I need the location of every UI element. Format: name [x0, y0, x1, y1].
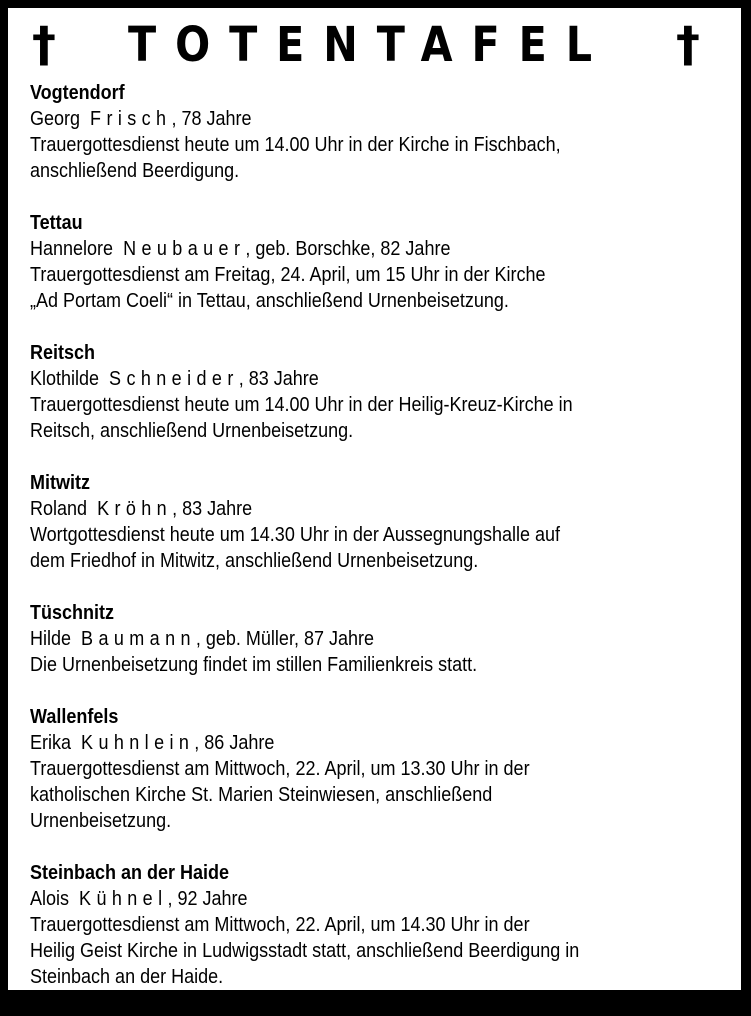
- place-name: Tettau: [30, 212, 83, 234]
- details: , 83 Jahre: [172, 498, 253, 520]
- details: , 78 Jahre: [171, 108, 252, 130]
- obituary-entry: [30, 704, 730, 834]
- details: , 83 Jahre: [238, 368, 319, 390]
- deceased-line: [30, 106, 660, 132]
- page-title: TOTENTAFEL: [128, 17, 611, 73]
- first-name: Alois: [30, 888, 70, 910]
- first-name: Georg: [30, 108, 81, 130]
- obituary-entry: [30, 340, 730, 444]
- surname: Schneider: [109, 368, 239, 390]
- service-text: Wortgottesdienst heute um 14.30 Uhr in der Aussegnungshalle auf: [30, 524, 561, 546]
- details: , 92 Jahre: [167, 888, 248, 910]
- details: , geb. Borschke, 82 Jahre: [245, 238, 451, 260]
- first-name: Erika: [30, 732, 72, 754]
- place-name: Vogtendorf: [30, 82, 125, 104]
- place-name: Steinbach an der Haide: [30, 862, 230, 884]
- place-name: Reitsch: [30, 342, 96, 364]
- service-text: dem Friedhof in Mitwitz, anschließend Urnenbeisetzung.: [30, 550, 479, 572]
- first-name: Hilde: [30, 628, 72, 650]
- service-text: Heilig Geist Kirche in Ludwigsstadt statt, anschließend Beerdigung in: [30, 940, 580, 962]
- service-text: Trauergottesdienst am Mittwoch, 22. April, um 13.30 Uhr in der: [30, 758, 530, 780]
- service-text: Trauergottesdienst heute um 14.00 Uhr in der Kirche in Fischbach,: [30, 134, 561, 156]
- service-text: „Ad Portam Coeli“ in Tettau, anschließend Urnenbeisetzung.: [30, 290, 509, 312]
- header: [8, 17, 741, 73]
- details: , geb. Müller, 87 Jahre: [195, 628, 374, 650]
- service-text: Trauergottesdienst am Mittwoch, 22. April, um 14.30 Uhr in der: [30, 914, 530, 936]
- first-name: Klothilde: [30, 368, 100, 390]
- service-text: katholischen Kirche St. Marien Steinwiesen, anschließend: [30, 784, 493, 806]
- surname: Baumann: [81, 628, 196, 650]
- surname: Kühnel: [79, 888, 168, 910]
- cross-icon: †: [676, 17, 700, 73]
- service-text: Reitsch, anschließend Urnenbeisetzung.: [30, 420, 354, 442]
- obituary-notice-frame: [8, 8, 741, 990]
- service-text: Die Urnenbeisetzung findet im stillen Familienkreis statt.: [30, 654, 478, 676]
- surname: Frisch: [90, 108, 172, 130]
- surname: Kröhn: [97, 498, 173, 520]
- place-name: Tüschnitz: [30, 602, 115, 624]
- service-text: anschließend Beerdigung.: [30, 160, 240, 182]
- first-name: Hannelore: [30, 238, 114, 260]
- obituary-entry: [30, 80, 730, 184]
- service-text: Trauergottesdienst am Freitag, 24. April, um 15 Uhr in der Kirche: [30, 264, 546, 286]
- deceased-line: [30, 730, 660, 756]
- deceased-line: [30, 886, 660, 912]
- cross-icon: †: [32, 17, 56, 73]
- place-name: Mitwitz: [30, 472, 90, 494]
- service-text: Trauergottesdienst heute um 14.00 Uhr in der Heilig-Kreuz-Kirche in: [30, 394, 573, 416]
- first-name: Roland: [30, 498, 88, 520]
- obituary-entry: [30, 860, 730, 990]
- obituary-entry: [30, 600, 730, 678]
- deceased-line: [30, 626, 660, 652]
- details: , 86 Jahre: [194, 732, 275, 754]
- obituary-entry: [30, 210, 730, 314]
- surname: Neubauer: [123, 238, 246, 260]
- obituary-list: [30, 80, 730, 1016]
- service-text: Urnenbeisetzung.: [30, 810, 172, 832]
- place-name: Wallenfels: [30, 706, 119, 728]
- deceased-line: [30, 236, 660, 262]
- deceased-line: [30, 496, 660, 522]
- deceased-line: [30, 366, 660, 392]
- service-text: Steinbach an der Haide.: [30, 966, 224, 988]
- obituary-entry: [30, 470, 730, 574]
- surname: Kuhnlein: [81, 732, 195, 754]
